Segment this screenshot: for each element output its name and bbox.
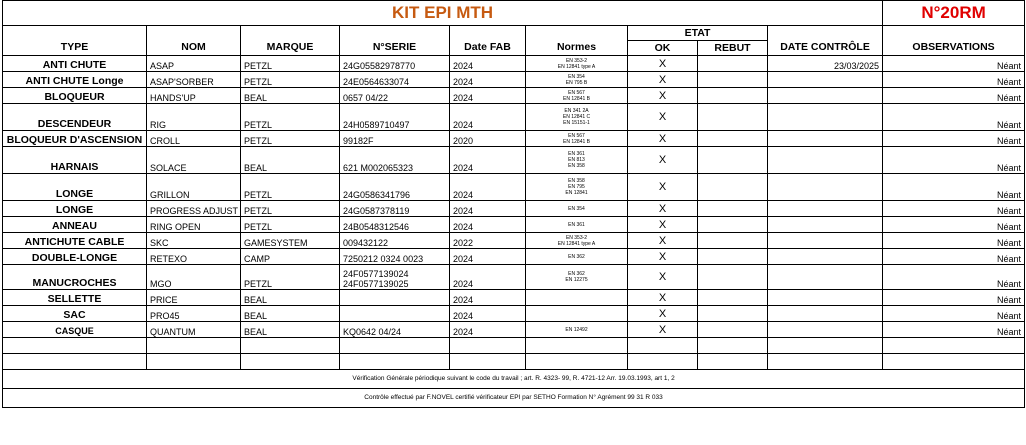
cell-type: MANUCROCHES [3, 265, 147, 290]
norme-line: EN 12841 B [563, 95, 590, 102]
cell-serie [340, 217, 450, 233]
cell-date-fab: 2024 [450, 217, 526, 233]
cell-ok: X [628, 56, 698, 72]
norme-line: EN 15151-1 [563, 120, 590, 126]
cell-marque: BEAL [241, 88, 340, 104]
cell-observations [883, 354, 1025, 370]
cell-normes [526, 306, 628, 322]
serie-line: 7250212 0324 0023 [343, 254, 424, 264]
cell-serie [340, 104, 450, 131]
norme-line: EN 341 2A [564, 108, 589, 114]
cell-type [3, 354, 147, 370]
cell-serie [340, 233, 450, 249]
cell-rebut [698, 306, 768, 322]
cell-type: ANTICHUTE CABLE [3, 233, 147, 249]
cell-date-controle [768, 201, 883, 217]
cell-normes [526, 338, 628, 354]
cell-type: BLOQUEUR D'ASCENSION [3, 131, 147, 147]
cell-observations: Néant [883, 131, 1025, 147]
table-row [3, 174, 1025, 201]
cell-normes [526, 72, 628, 88]
cell-date-controle [768, 174, 883, 201]
cell-type: DESCENDEUR [3, 104, 147, 131]
table-row [3, 233, 1025, 249]
cell-nom: HANDS'UP [147, 88, 241, 104]
cell-rebut [698, 249, 768, 265]
cell-nom: ASAP [147, 56, 241, 72]
norme-line: EN 361 [568, 151, 585, 157]
norme-line: EN 12841 type A [557, 240, 596, 247]
cell-observations: Néant [883, 56, 1025, 72]
cell-nom: GRILLON [147, 174, 241, 201]
norme-line: EN 354 [568, 205, 585, 212]
norme-line: EN 795 B [565, 79, 588, 86]
cell-serie [340, 88, 450, 104]
norme-line: EN 12841 B [563, 138, 590, 145]
cell-marque: PETZL [241, 131, 340, 147]
cell-ok: X [628, 174, 698, 201]
title-row [3, 1, 1025, 26]
cell-date-controle [768, 290, 883, 306]
norme-line: EN 354 [568, 73, 585, 80]
norme-line: EN 358 [568, 163, 585, 169]
cell-marque: PETZL [241, 201, 340, 217]
cell-observations: Néant [883, 306, 1025, 322]
cell-rebut [698, 104, 768, 131]
cell-observations: Néant [883, 249, 1025, 265]
cell-type: LONGE [3, 174, 147, 201]
cell-date-controle [768, 88, 883, 104]
cell-date-fab: 2024 [450, 88, 526, 104]
table-row [3, 249, 1025, 265]
norme-line: EN 361 [568, 221, 585, 228]
inspection-sheet [2, 0, 1024, 408]
col-header-serie: N°SERIE [340, 26, 450, 56]
table-row [3, 322, 1025, 338]
cell-date-fab: 2024 [450, 249, 526, 265]
cell-rebut [698, 338, 768, 354]
cell-date-controle [768, 354, 883, 370]
norme-line: EN 353-2 [565, 57, 588, 64]
cell-ok: X [628, 306, 698, 322]
cell-date-controle [768, 104, 883, 131]
table-row [3, 306, 1025, 322]
serie-line: 24G0586341796 [343, 190, 411, 200]
cell-serie [340, 249, 450, 265]
cell-date-controle [768, 217, 883, 233]
cell-rebut [698, 322, 768, 338]
cell-ok: X [628, 290, 698, 306]
cell-ok: X [628, 88, 698, 104]
cell-rebut [698, 56, 768, 72]
cell-date-fab: 2024 [450, 174, 526, 201]
cell-rebut [698, 290, 768, 306]
cell-date-controle [768, 249, 883, 265]
header-row-top [3, 26, 1025, 41]
col-header-ok: OK [628, 41, 698, 56]
serie-line: 99182F [343, 136, 374, 146]
cell-normes [526, 290, 628, 306]
cell-normes [526, 233, 628, 249]
cell-observations: Néant [883, 201, 1025, 217]
cell-date-fab: 2024 [450, 56, 526, 72]
cell-ok: X [628, 201, 698, 217]
cell-rebut [698, 217, 768, 233]
serie-line: 24H0589710497 [343, 120, 410, 130]
cell-type: SELLETTE [3, 290, 147, 306]
cell-observations: Néant [883, 290, 1025, 306]
cell-normes [526, 354, 628, 370]
cell-serie [340, 72, 450, 88]
cell-observations: Néant [883, 72, 1025, 88]
cell-observations: Néant [883, 174, 1025, 201]
cell-type: ANNEAU [3, 217, 147, 233]
cell-type: ANTI CHUTE Longe [3, 72, 147, 88]
cell-nom [147, 338, 241, 354]
cell-ok [628, 338, 698, 354]
cell-normes [526, 265, 628, 290]
cell-type: ANTI CHUTE [3, 56, 147, 72]
table-row [3, 56, 1025, 72]
col-header-nom: NOM [147, 26, 241, 56]
cell-rebut [698, 174, 768, 201]
cell-normes [526, 104, 628, 131]
cell-nom: QUANTUM [147, 322, 241, 338]
norme-line: EN 813 [568, 157, 585, 163]
cell-ok: X [628, 72, 698, 88]
cell-date-fab: 2024 [450, 104, 526, 131]
cell-ok: X [628, 217, 698, 233]
cell-date-fab [450, 354, 526, 370]
cell-nom: PRICE [147, 290, 241, 306]
cell-rebut [698, 131, 768, 147]
cell-marque [241, 338, 340, 354]
cell-serie [340, 290, 450, 306]
norme-line: EN 362 [568, 253, 585, 260]
cell-serie [340, 265, 450, 290]
table-row [3, 88, 1025, 104]
cell-date-fab [450, 338, 526, 354]
cell-observations: Néant [883, 265, 1025, 290]
cell-nom: PROGRESS ADJUST [147, 201, 241, 217]
cell-type: DOUBLE-LONGE [3, 249, 147, 265]
cell-serie [340, 147, 450, 174]
cell-type [3, 338, 147, 354]
cell-rebut [698, 147, 768, 174]
cell-observations: Néant [883, 233, 1025, 249]
table-row [3, 217, 1025, 233]
cell-ok: X [628, 322, 698, 338]
col-header-type: TYPE [3, 26, 147, 56]
cell-normes [526, 174, 628, 201]
cell-date-fab: 2024 [450, 322, 526, 338]
cell-rebut [698, 88, 768, 104]
norme-line: EN 362 [568, 271, 585, 277]
cell-nom: RING OPEN [147, 217, 241, 233]
col-header-rebut: REBUT [698, 41, 768, 56]
cell-nom: PRO45 [147, 306, 241, 322]
cell-date-controle [768, 338, 883, 354]
norme-line: EN 12841 C [562, 114, 591, 120]
cell-serie [340, 201, 450, 217]
cell-type: SAC [3, 306, 147, 322]
table-row [3, 131, 1025, 147]
serie-line: 0657 04/22 [343, 93, 389, 103]
col-header-observations: OBSERVATIONS [883, 26, 1025, 56]
cell-ok: X [628, 147, 698, 174]
cell-date-controle [768, 265, 883, 290]
cell-marque: BEAL [241, 322, 340, 338]
cell-marque: PETZL [241, 217, 340, 233]
cell-marque: BEAL [241, 306, 340, 322]
col-header-etat: ETAT [628, 26, 768, 41]
serie-line: 24G05582978770 [343, 61, 416, 71]
serie-line: 24F0577139024 [343, 269, 409, 279]
cell-observations: Néant [883, 104, 1025, 131]
serie-line: 621 M002065323 [343, 163, 414, 173]
cell-date-controle: 23/03/2025 [768, 56, 883, 72]
cell-normes [526, 131, 628, 147]
serie-line: 24G0587378119 [343, 206, 410, 216]
cell-normes [526, 249, 628, 265]
serie-line: 009432122 [343, 238, 389, 248]
col-header-date-controle: DATE CONTRÔLE [768, 26, 883, 56]
cell-date-fab: 2024 [450, 306, 526, 322]
cell-marque: PETZL [241, 104, 340, 131]
norme-line: EN 12841 type A [557, 63, 596, 70]
norme-line: EN 567 [568, 89, 585, 96]
cell-marque: PETZL [241, 265, 340, 290]
table-row [3, 338, 1025, 354]
cell-rebut [698, 354, 768, 370]
sheet-title: KIT EPI MTH [3, 1, 883, 26]
cell-nom: MGO [147, 265, 241, 290]
cell-nom: RETEXO [147, 249, 241, 265]
cell-type: BLOQUEUR [3, 88, 147, 104]
cell-nom [147, 354, 241, 370]
col-header-normes: Normes [526, 26, 628, 56]
serie-line: 24E0564633074 [343, 77, 410, 87]
cell-date-fab: 2024 [450, 290, 526, 306]
cell-rebut [698, 265, 768, 290]
table-row [3, 265, 1025, 290]
cell-serie [340, 354, 450, 370]
cell-observations: Néant [883, 217, 1025, 233]
cell-nom: ASAP'SORBER [147, 72, 241, 88]
norme-line: EN 358 [568, 178, 585, 184]
table-row [3, 201, 1025, 217]
cell-serie [340, 174, 450, 201]
cell-rebut [698, 72, 768, 88]
cell-marque: PETZL [241, 174, 340, 201]
cell-ok: X [628, 249, 698, 265]
cell-marque: GAMESYSTEM [241, 233, 340, 249]
cell-type: CASQUE [3, 322, 147, 338]
serie-line: 24F0577139025 [343, 279, 409, 289]
cell-ok: X [628, 104, 698, 131]
cell-marque: PETZL [241, 56, 340, 72]
cell-marque: BEAL [241, 147, 340, 174]
footer-controle: Contrôle effectué par F.NOVEL certifié vérificateur EPI par SETHO Formation N° Agrément 99 31 R 033 [3, 389, 1025, 408]
cell-serie [340, 322, 450, 338]
cell-date-fab: 2022 [450, 233, 526, 249]
cell-nom: RIG [147, 104, 241, 131]
cell-date-controle [768, 233, 883, 249]
cell-ok: X [628, 265, 698, 290]
cell-serie [340, 338, 450, 354]
table-row [3, 290, 1025, 306]
table-row [3, 104, 1025, 131]
cell-observations: Néant [883, 147, 1025, 174]
inspection-table [2, 0, 1025, 408]
cell-date-controle [768, 131, 883, 147]
norme-line: EN 12275 [565, 277, 588, 283]
cell-normes [526, 147, 628, 174]
cell-type: HARNAIS [3, 147, 147, 174]
cell-marque: PETZL [241, 72, 340, 88]
cell-normes [526, 56, 628, 72]
cell-observations: Néant [883, 88, 1025, 104]
cell-ok [628, 354, 698, 370]
cell-date-fab: 2024 [450, 201, 526, 217]
table-row [3, 147, 1025, 174]
norme-line: EN 12492 [565, 326, 588, 333]
table-row [3, 72, 1025, 88]
cell-normes [526, 201, 628, 217]
footer-verification: Vérification Générale périodique suivant le code du travail ; art. R. 4323- 99, R. 4721-12 Arr. 19.03.1993, art 1, 2 [3, 370, 1025, 389]
footer-row [3, 389, 1025, 408]
serie-line: KQ0642 04/24 [343, 327, 402, 337]
cell-date-controle [768, 147, 883, 174]
cell-nom: SOLACE [147, 147, 241, 174]
serie-line: 24B0548312546 [343, 222, 410, 232]
cell-date-fab: 2024 [450, 72, 526, 88]
cell-nom: SKC [147, 233, 241, 249]
norme-line: EN 795 [568, 184, 585, 190]
cell-marque: CAMP [241, 249, 340, 265]
cell-date-controle [768, 322, 883, 338]
cell-date-fab: 2024 [450, 147, 526, 174]
cell-serie [340, 306, 450, 322]
cell-observations [883, 338, 1025, 354]
footer-row [3, 370, 1025, 389]
cell-date-fab: 2020 [450, 131, 526, 147]
cell-date-controle [768, 72, 883, 88]
cell-marque [241, 354, 340, 370]
kit-number: N°20RM [883, 1, 1025, 26]
cell-type: LONGE [3, 201, 147, 217]
norme-line: EN 567 [568, 132, 585, 139]
cell-rebut [698, 233, 768, 249]
norme-line: EN 353-2 [565, 234, 588, 241]
cell-normes [526, 217, 628, 233]
cell-ok: X [628, 131, 698, 147]
cell-date-fab: 2024 [450, 265, 526, 290]
table-row [3, 354, 1025, 370]
cell-serie [340, 56, 450, 72]
cell-normes [526, 322, 628, 338]
cell-observations: Néant [883, 322, 1025, 338]
norme-line: EN 12841 [565, 190, 588, 196]
cell-ok: X [628, 233, 698, 249]
cell-normes [526, 88, 628, 104]
col-header-marque: MARQUE [241, 26, 340, 56]
col-header-date-fab: Date FAB [450, 26, 526, 56]
cell-nom: CROLL [147, 131, 241, 147]
cell-serie [340, 131, 450, 147]
cell-marque: BEAL [241, 290, 340, 306]
cell-rebut [698, 201, 768, 217]
cell-date-controle [768, 306, 883, 322]
